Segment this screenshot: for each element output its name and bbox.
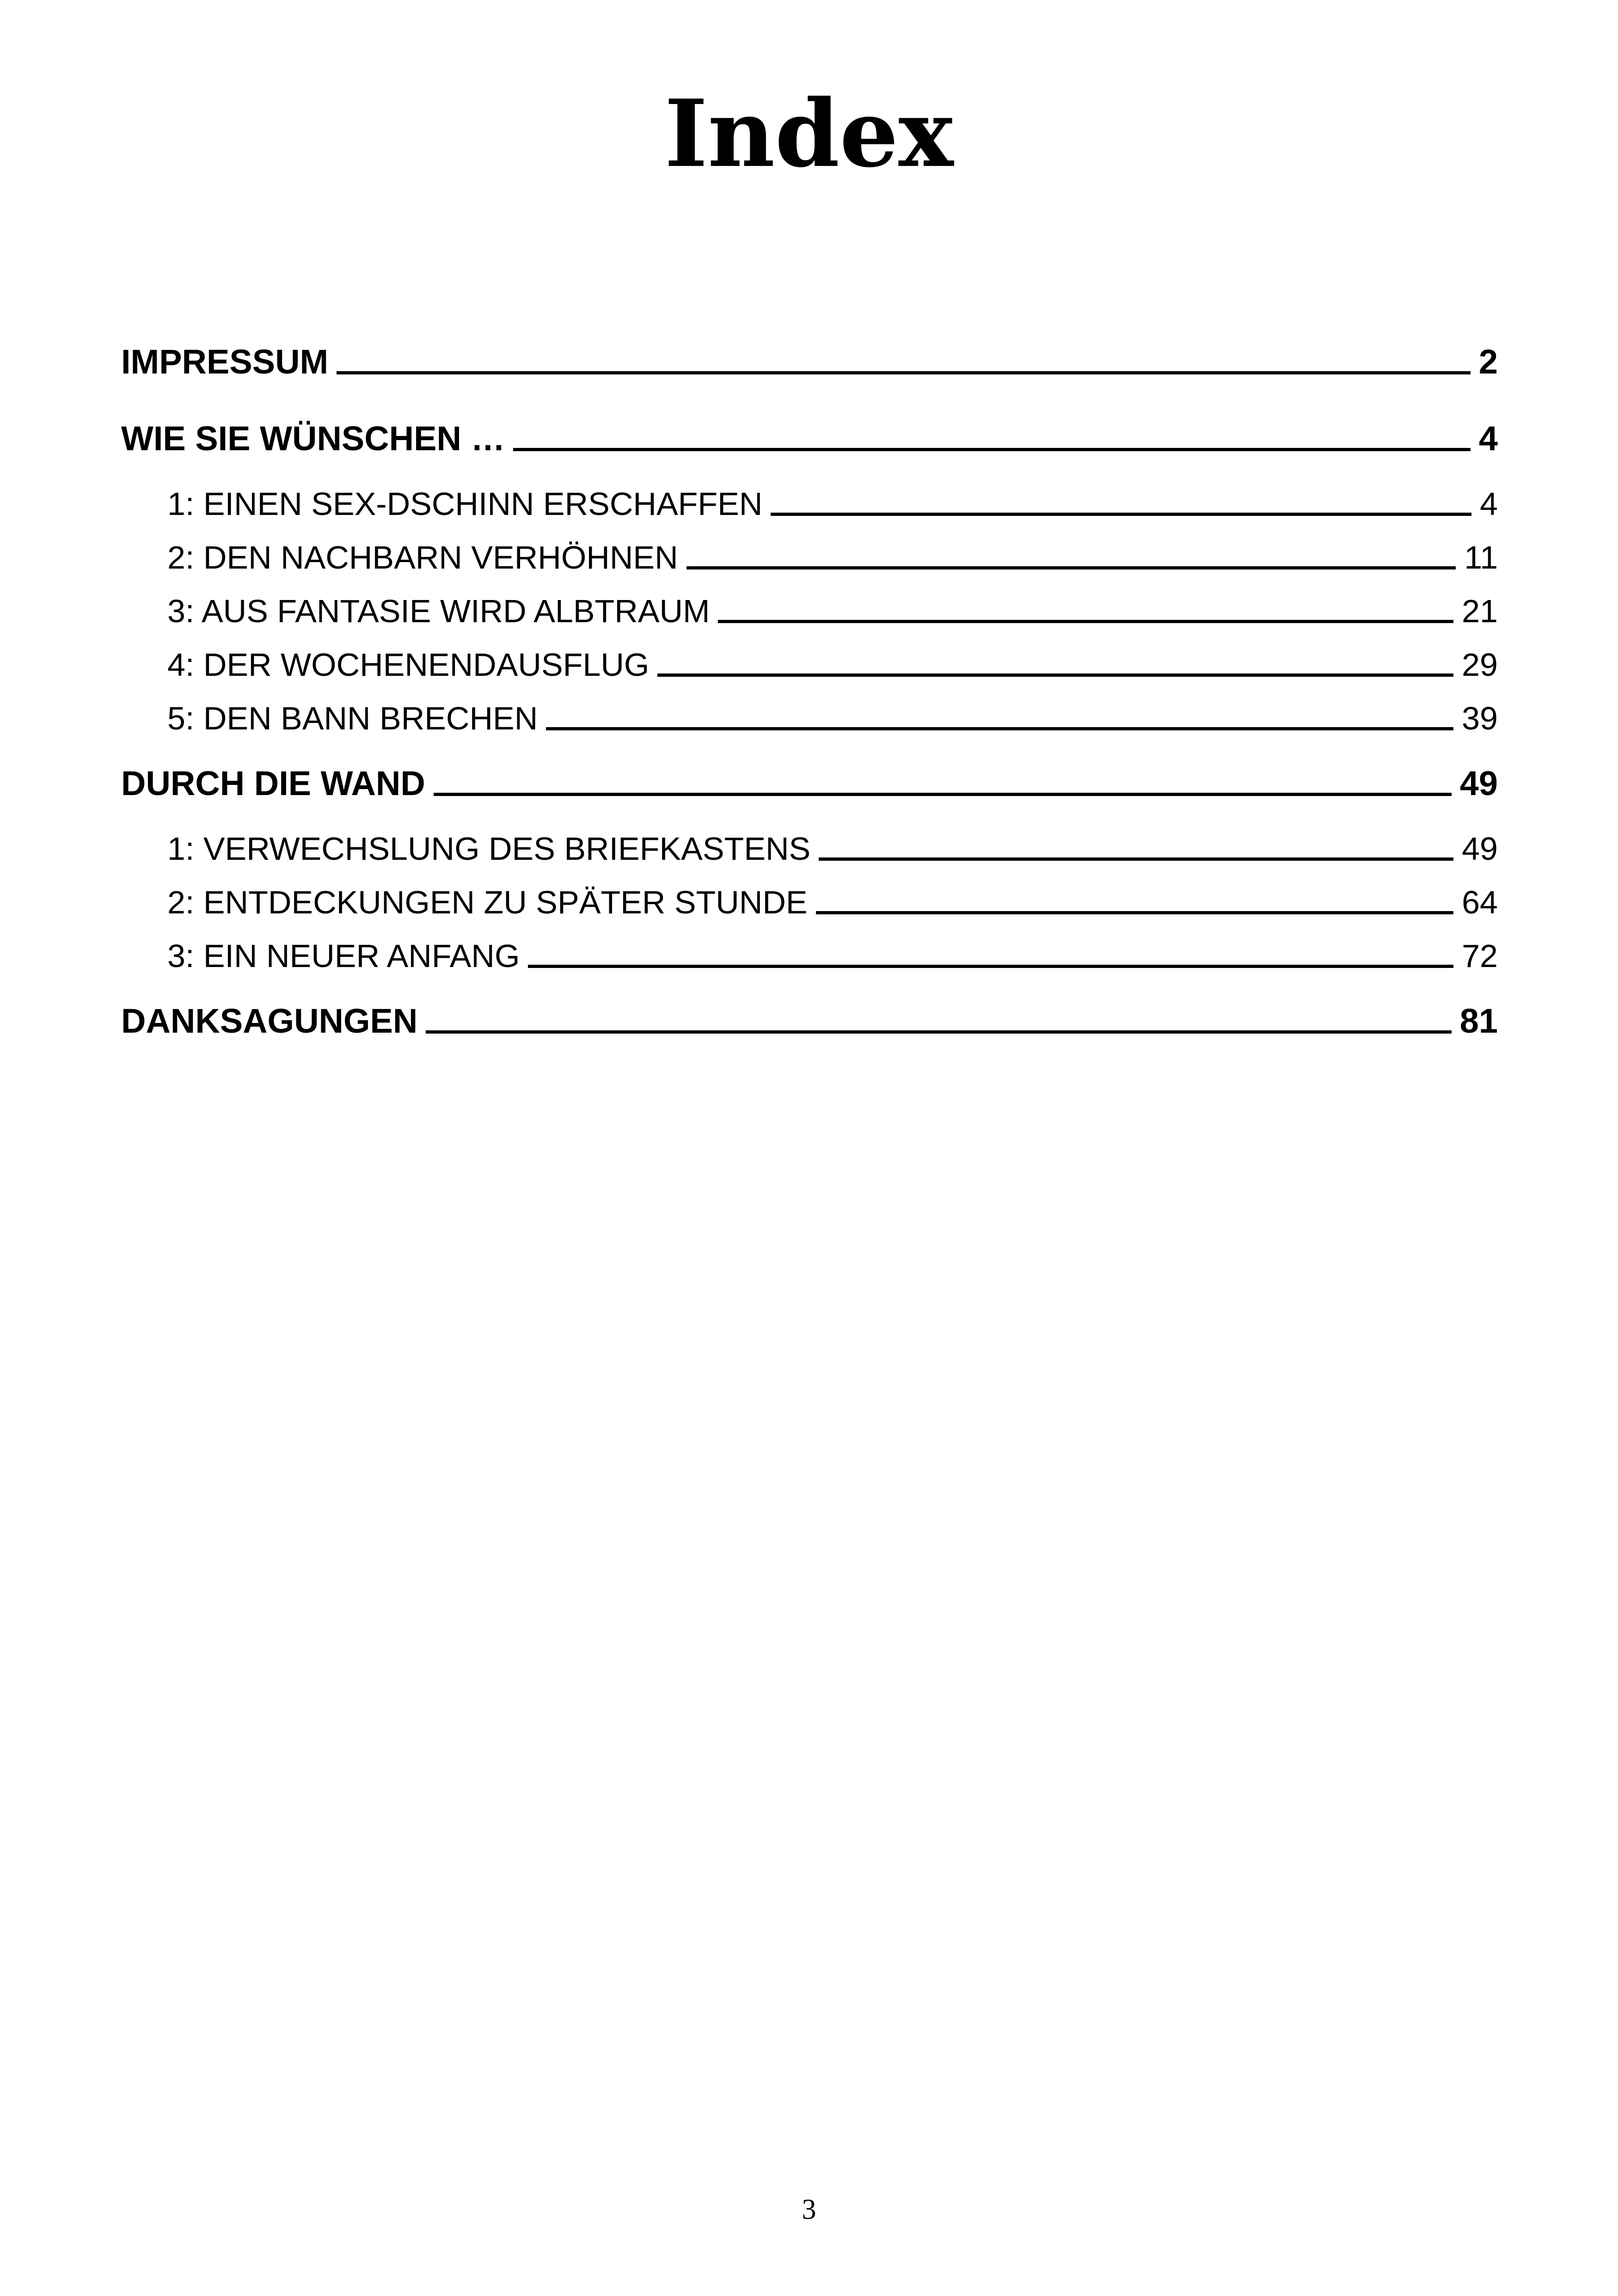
toc-entry-label: 1: EINEN SEX-DSCHINN ERSCHAFFEN	[167, 486, 763, 522]
toc-entry-page: 4	[1478, 419, 1498, 458]
toc-entry-wochenendausflug[interactable]	[121, 638, 1498, 692]
toc-leader-line	[686, 566, 1456, 569]
toc-entry-bann-brechen[interactable]	[121, 692, 1498, 745]
toc-entry-page: 72	[1462, 938, 1498, 974]
toc-entry-label: DANKSAGUNGEN	[121, 1002, 418, 1040]
toc-entry-label: DURCH DIE WAND	[121, 764, 425, 802]
toc-leader-line	[513, 448, 1470, 451]
toc-entry-label: 3: AUS FANTASIE WIRD ALBTRAUM	[167, 593, 710, 629]
toc-entry-spaeter-stunde[interactable]	[121, 876, 1498, 929]
toc-entry-label: 2: ENTDECKUNGEN ZU SPÄTER STUNDE	[167, 884, 808, 920]
toc-leader-line	[434, 793, 1452, 796]
toc-leader-line	[337, 371, 1471, 374]
footer-page-number: 3	[802, 2194, 816, 2225]
toc-leader-line	[657, 673, 1453, 677]
toc-entry-page: 39	[1462, 700, 1498, 736]
toc-leader-line	[528, 965, 1453, 968]
toc-leader-line	[819, 857, 1453, 861]
toc-entry-danksagungen[interactable]	[121, 983, 1498, 1059]
toc-entry-page: 2	[1478, 343, 1498, 381]
toc-entry-label: WIE SIE WÜNSCHEN …	[121, 419, 505, 458]
toc-entry-label: 5: DEN BANN BRECHEN	[167, 700, 538, 736]
toc-entry-page: 11	[1464, 539, 1498, 576]
toc-entry-page: 64	[1462, 884, 1498, 920]
toc-entry-sex-dschinn[interactable]	[121, 477, 1498, 531]
toc-entry-nachbarn[interactable]	[121, 531, 1498, 584]
toc-entry-impressum[interactable]	[121, 324, 1498, 400]
toc-entry-page: 4	[1480, 486, 1498, 522]
toc-entry-label: 4: DER WOCHENENDAUSFLUG	[167, 647, 650, 683]
toc-entry-label: 1: VERWECHSLUNG DES BRIEFKASTENS	[167, 831, 811, 867]
toc-entry-page: 49	[1459, 764, 1498, 802]
toc-entry-durch-die-wand[interactable]	[121, 745, 1498, 822]
toc-entry-fantasie-albtraum[interactable]	[121, 584, 1498, 638]
page-title: Index	[664, 80, 954, 188]
toc-entry-wie-sie-wuenschen[interactable]	[121, 400, 1498, 477]
toc-entry-page: 21	[1462, 593, 1498, 629]
toc-entry-label: 3: EIN NEUER ANFANG	[167, 938, 520, 974]
toc-entry-page: 29	[1462, 647, 1498, 683]
toc-entry-page: 49	[1462, 831, 1498, 867]
table-of-contents	[121, 324, 1498, 1059]
toc-leader-line	[546, 727, 1453, 730]
toc-entry-neuer-anfang[interactable]	[121, 929, 1498, 983]
toc-leader-line	[426, 1030, 1451, 1034]
toc-leader-line	[816, 911, 1454, 914]
toc-leader-line	[718, 620, 1453, 623]
toc-leader-line	[771, 513, 1471, 516]
toc-entry-label: IMPRESSUM	[121, 343, 329, 381]
toc-entry-briefkasten[interactable]	[121, 822, 1498, 876]
toc-entry-page: 81	[1459, 1002, 1498, 1040]
toc-entry-label: 2: DEN NACHBARN VERHÖHNEN	[167, 539, 678, 576]
